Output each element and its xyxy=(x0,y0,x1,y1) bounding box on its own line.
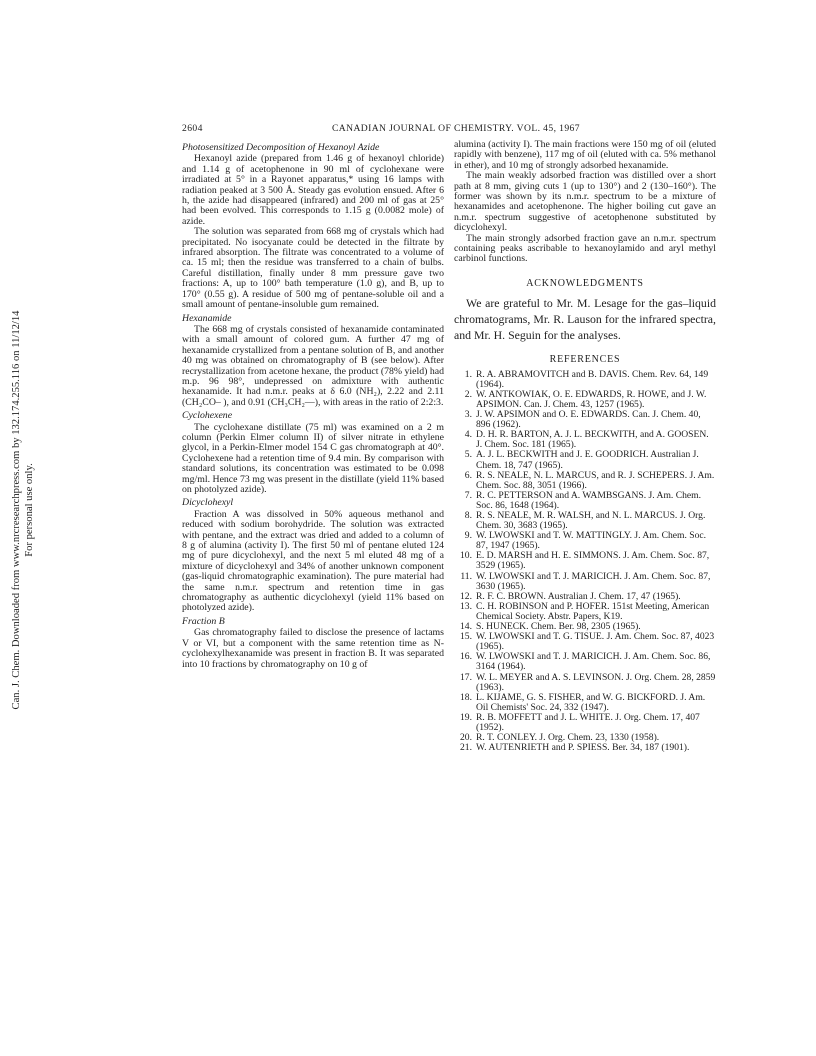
page-number: 2604 xyxy=(182,123,203,134)
reference-item xyxy=(454,693,716,713)
reference-number: 12. xyxy=(460,590,472,602)
reference-number: 19. xyxy=(460,711,472,723)
reference-number: 14. xyxy=(460,621,472,633)
reference-number: 20. xyxy=(460,732,472,744)
references-list xyxy=(454,370,716,754)
reference-text: C. H. ROBINSON and P. HOFER. 151st Meeting, American Chemical Society. Abstr. Papers, K19. xyxy=(476,600,710,622)
reference-text: R. C. PETTERSON and A. WAMBSGANS. J. Am. Chem. Soc. 86, 1648 (1964). xyxy=(476,489,702,511)
reference-number: 9. xyxy=(464,530,472,542)
reference-text: L. KIJAME, G. S. FISHER, and W. G. BICKFORD. J. Am. Oil Chemists' Soc. 24, 332 (1947). xyxy=(476,691,706,713)
reference-number: 4. xyxy=(464,429,472,441)
section-heading: Fraction B xyxy=(182,615,225,627)
reference-item xyxy=(454,652,716,672)
running-header xyxy=(182,123,724,137)
reference-text: W. ANTKOWIAK, O. E. EDWARDS, R. HOWE, and J. W. APSIMON. Can. J. Chem. 43, 1257 (1965). xyxy=(476,388,707,410)
reference-text: W. LWOWSKI and T. W. MATTINGLY. J. Am. Chem. Soc. 87, 1947 (1965). xyxy=(476,530,707,552)
reference-item xyxy=(454,572,716,592)
reference-item xyxy=(454,511,716,531)
section-heading: Dicyclohexyl xyxy=(182,497,234,509)
reference-text: R. F. C. BROWN. Australian J. Chem. 17, 47 (1965). xyxy=(476,590,681,602)
reference-text: D. H. R. BARTON, A. J. L. BECKWITH, and A. GOOSEN. J. Chem. Soc. 181 (1965). xyxy=(476,429,709,451)
body-paragraph: The 668 mg of crystals consisted of hexanamide contaminated with a small amount of colored gum. A further 47 mg of hexanamide crystallized from a pentane solution of B, and another 40 mg was obtained on chromatography of B (see below). After recrystallization from acetone hexane, the product (78% yield) had m.p. 96 98°, undepressed on admixture with authentic hexanamide. It had n.m.r. peaks at δ 6.0 (NH₂), 2.22 and 2.11 (CH₂CO– ), and 0.91 (CH₃CH₂—), with areas in the ratio of 2:2:3. xyxy=(182,323,444,408)
reference-item xyxy=(454,370,716,390)
body-paragraph: The main strongly adsorbed fraction gave an n.m.r. spectrum containing peaks ascribable to hexanoylamido and aryl methyl carbinol functions. xyxy=(454,232,716,265)
right-column-text xyxy=(454,140,716,265)
reference-item xyxy=(454,713,716,733)
reference-text: A. J. L. BECKWITH and J. E. GOODRICH. Australian J. Chem. 18, 747 (1965). xyxy=(476,449,699,471)
reference-item xyxy=(454,390,716,410)
section-heading: Cyclohexene xyxy=(182,410,233,422)
body-paragraph: The solution was separated from 668 mg of crystals which had precipitated. No isocyanate could be detected in the filtrate by infrared absorption. The filtrate was concentrated to a volume of ca. 15 ml; then the residue was transferred to a chain of bulbs. Careful distillation, finally under 8 mm pressure gave two fractions: A, up to 100° bath temperature (1.0 g), and B, up to 170° (0.55 g). A residue of 500 mg of pentane-soluble oil and a small amount of pentane-insoluble gum remained. xyxy=(182,226,444,311)
reference-item xyxy=(454,632,716,652)
reference-number: 16. xyxy=(460,651,472,663)
reference-text: S. HUNECK. Chem. Ber. 98, 2305 (1965). xyxy=(476,621,641,633)
reference-number: 1. xyxy=(464,368,472,380)
reference-item xyxy=(454,430,716,450)
reference-text: W. L. MEYER and A. S. LEVINSON. J. Org. Chem. 28, 2859 (1963). xyxy=(476,671,716,693)
download-notice-sidebar xyxy=(0,250,46,770)
acknowledgments-heading: ACKNOWLEDGMENTS xyxy=(526,277,644,289)
reference-item xyxy=(454,471,716,491)
acknowledgments-text: We are grateful to Mr. M. Lesage for the gas–liquid chromatograms, Mr. R. Lauson for the infrared spectra, and Mr. H. Seguin for the analyses. xyxy=(454,296,716,343)
reference-number: 21. xyxy=(460,742,472,754)
reference-item xyxy=(454,491,716,511)
reference-item xyxy=(454,673,716,693)
reference-number: 10. xyxy=(460,550,472,562)
reference-text: E. D. MARSH and H. E. SIMMONS. J. Am. Chem. Soc. 87, 3529 (1965). xyxy=(476,550,710,572)
reference-text: R. T. CONLEY. J. Org. Chem. 23, 1330 (1958). xyxy=(476,732,660,744)
reference-item xyxy=(454,602,716,622)
body-paragraph: The cyclohexane distillate (75 ml) was examined on a 2 m column (Perkin Elmer column II) of silver nitrate in ethylene glycol, in a Perkin-Elmer model 154 C gas chromatograph at 40°. Cyclohexene had a retention time of 9.4 min. By comparison with standard solutions, its concentration was estimated to be 0.098 mg/ml. Hence 73 mg was present in the distillate (yield 11% based on photolyzed azide). xyxy=(182,421,444,495)
reference-text: W. LWOWSKI and T. J. MARICICH. J. Am. Chem. Soc. 86, 3164 (1964). xyxy=(476,651,711,673)
body-paragraph: alumina (activity I). The main fractions were 150 mg of oil (eluted rapidly with benzene), 117 mg of oil (eluted with ca. 5% methanol in ether), and 10 mg of strongly adsorbed hexanamide. xyxy=(454,139,716,171)
reference-number: 6. xyxy=(464,469,472,481)
left-column xyxy=(182,140,444,670)
reference-text: R. B. MOFFETT and J. L. WHITE. J. Org. Chem. 17, 407 (1952). xyxy=(476,711,700,733)
reference-number: 11. xyxy=(460,570,472,582)
reference-text: W. LWOWSKI and T. J. MARICICH. J. Am. Chem. Soc. 87, 3630 (1965). xyxy=(476,570,711,592)
reference-number: 13. xyxy=(460,600,472,612)
reference-item xyxy=(454,551,716,571)
section-heading: Photosensitized Decomposition of Hexanoyl Azide xyxy=(182,142,380,153)
reference-number: 15. xyxy=(460,631,472,643)
reference-text: R. S. NEALE, N. L. MARCUS, and R. J. SCHEPERS. J. Am. Chem. Soc. 88, 3051 (1966). xyxy=(476,469,715,491)
section-heading: Hexanamide xyxy=(182,312,232,324)
reference-text: R. A. ABRAMOVITCH and B. DAVIS. Chem. Rev. 64, 149 (1964). xyxy=(476,368,709,390)
reference-number: 17. xyxy=(460,671,472,683)
body-paragraph: Hexanoyl azide (prepared from 1.46 g of hexanoyl chloride) and 1.14 g of acetophenone in 90 ml of cyclohexane were irradiated at 5° in a Rayonet apparatus,* using 16 lamps with radiation peaked at 3 500 Å. Steady gas evolution ensued. After 6 h, the azide had disappeared (infrared) and 200 ml of gas at 25° had been evolved. This corresponds to 1.15 g (0.0082 mole) of azide. xyxy=(182,153,444,227)
body-paragraph: Gas chromatography failed to disclose the presence of lactams V or VI, but a component with the same retention time as N-cyclohexylhexanamide was present in fraction B. It was separated into 10 fractions by chromatography on 10 g of xyxy=(182,627,444,670)
reference-item xyxy=(454,450,716,470)
body-paragraph: Fraction A was dissolved in 50% aqueous methanol and reduced with sodium borohydride. The solution was extracted with pentane, and the extract was dried and added to a column of 8 g of alumina (activity I). The first 50 ml of pentane eluted 124 mg of pure dicyclohexyl, and the next 5 ml eluted 48 mg of a mixture of dicyclohexyl and 34% of another unknown component (gas-liquid chromatographic examination). The pure material had the same n.m.r. spectrum and retention time in gas chromatography as authentic dicyclohexyl (yield 11% based on photolyzed azide). xyxy=(182,508,444,614)
reference-number: 5. xyxy=(464,449,472,461)
reference-text: J. W. APSIMON and O. E. EDWARDS. Can. J. Chem. 40, 896 (1962). xyxy=(476,409,701,431)
journal-title: CANADIAN JOURNAL OF CHEMISTRY. VOL. 45, 1967 xyxy=(332,123,580,134)
download-notice-line-1: Can. J. Chem. Downloaded from www.nrcresearchpress.com by 132.174.255.116 on 11/12/14 xyxy=(11,310,22,710)
references-heading: REFERENCES xyxy=(549,354,621,366)
download-notice xyxy=(10,311,36,710)
reference-item xyxy=(454,531,716,551)
reference-number: 3. xyxy=(464,409,472,421)
reference-item xyxy=(454,743,716,753)
reference-number: 2. xyxy=(464,388,472,400)
reference-text: W. LWOWSKI and T. G. TISUE. J. Am. Chem. Soc. 87, 4023 (1965). xyxy=(476,631,715,653)
reference-text: R. S. NEALE, M. R. WALSH, and N. L. MARCUS. J. Org. Chem. 30, 3683 (1965). xyxy=(476,510,706,532)
reference-text: W. AUTENRIETH and P. SPIESS. Ber. 34, 187 (1901). xyxy=(476,742,690,754)
reference-number: 7. xyxy=(464,489,472,501)
download-notice-line-2: For personal use only. xyxy=(24,463,35,557)
right-column xyxy=(454,140,716,753)
reference-number: 8. xyxy=(464,510,472,521)
reference-number: 18. xyxy=(460,691,472,703)
body-paragraph: The main weakly adsorbed fraction was distilled over a short path at 8 mm, giving cuts 1 (up to 130°) and 2 (130–160°). The former was shown by its n.m.r. spectrum to be a mixture of hexanamides and acetophenone. The higher boiling cut gave an n.m.r. spectrum suggestive of acetophenone substituted by dicyclohexyl. xyxy=(454,170,716,234)
reference-item xyxy=(454,410,716,430)
